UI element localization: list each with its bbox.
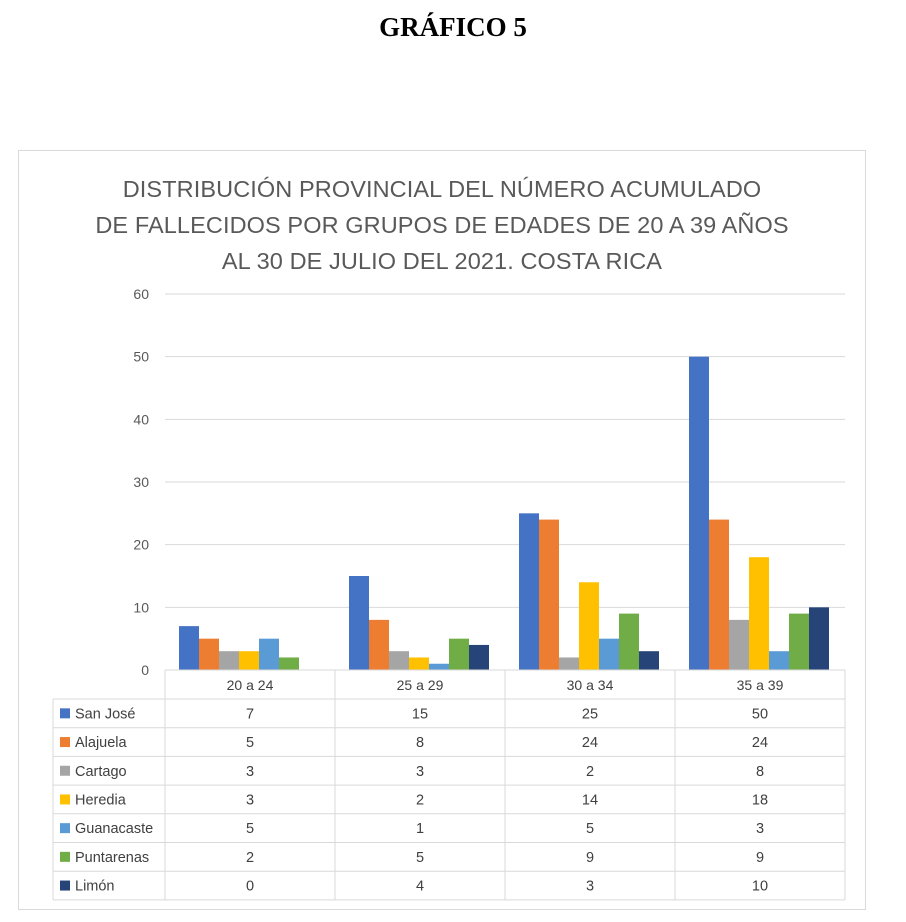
data-label-6-0: 0 bbox=[245, 878, 255, 895]
data-label-1-0: 5 bbox=[245, 735, 255, 752]
data-label-3-0: 3 bbox=[245, 792, 255, 809]
bar-2-6 bbox=[639, 651, 659, 670]
data-label-0-0: 7 bbox=[245, 706, 255, 723]
bar-0-5 bbox=[279, 657, 299, 670]
data-label-4-0: 5 bbox=[245, 821, 255, 838]
data-label-0-1: 15 bbox=[411, 706, 429, 723]
chart-title-line-1: DISTRIBUCIÓN PROVINCIAL DEL NÚMERO ACUMULADO bbox=[122, 176, 762, 202]
bar-1-6 bbox=[469, 645, 489, 670]
data-label-2-2: 2 bbox=[585, 763, 595, 780]
data-label-6-2: 3 bbox=[585, 878, 595, 895]
data-label-1-2: 24 bbox=[581, 735, 599, 752]
legend-key-3 bbox=[60, 794, 70, 804]
bar-2-3 bbox=[579, 582, 599, 670]
legend-entry-0: San José bbox=[75, 706, 136, 723]
data-label-1-3: 24 bbox=[751, 735, 769, 752]
chart-frame bbox=[18, 150, 866, 910]
data-label-2-1: 3 bbox=[415, 763, 425, 780]
data-label-4-3: 3 bbox=[755, 821, 765, 838]
category-label-0: 20 a 24 bbox=[226, 677, 274, 693]
data-label-2-3: 8 bbox=[755, 763, 765, 780]
data-label-6-3: 10 bbox=[751, 878, 769, 895]
category-label-3: 35 a 39 bbox=[736, 677, 784, 693]
bar-3-4 bbox=[769, 651, 789, 670]
data-label-5-3: 9 bbox=[755, 849, 765, 866]
bar-0-3 bbox=[239, 651, 259, 670]
bar-2-1 bbox=[539, 520, 559, 670]
legend-key-4 bbox=[60, 823, 70, 833]
data-label-1-1: 8 bbox=[415, 735, 425, 752]
chart-title-line-3: AL 30 DE JULIO DEL 2021. COSTA RICA bbox=[221, 248, 663, 274]
legend-entry-2: Cartago bbox=[75, 763, 127, 780]
data-label-5-1: 5 bbox=[415, 849, 425, 866]
bar-2-4 bbox=[599, 639, 619, 670]
bar-1-2 bbox=[389, 651, 409, 670]
bar-0-0 bbox=[179, 626, 199, 670]
category-label-2: 30 a 34 bbox=[566, 677, 614, 693]
bar-3-3 bbox=[749, 557, 769, 670]
data-label-6-1: 4 bbox=[415, 878, 425, 895]
y-tick-label-0: 0 bbox=[141, 662, 149, 678]
bar-1-3 bbox=[409, 657, 429, 670]
data-label-0-3: 50 bbox=[751, 706, 769, 723]
bar-0-1 bbox=[199, 639, 219, 670]
bar-chart bbox=[19, 151, 865, 909]
data-label-4-2: 5 bbox=[585, 821, 595, 838]
page-heading: GRÁFICO 5 bbox=[379, 12, 527, 42]
data-label-2-0: 3 bbox=[245, 763, 255, 780]
bar-2-2 bbox=[559, 657, 579, 670]
data-label-3-3: 18 bbox=[751, 792, 769, 809]
data-label-3-1: 2 bbox=[415, 792, 425, 809]
y-tick-label-5: 50 bbox=[133, 348, 149, 365]
data-label-5-0: 2 bbox=[245, 849, 255, 866]
y-tick-label-2: 20 bbox=[133, 536, 149, 553]
bar-3-2 bbox=[729, 620, 749, 670]
legend-key-6 bbox=[60, 881, 70, 891]
y-tick-label-1: 10 bbox=[133, 599, 149, 616]
chart-title-line-2: DE FALLECIDOS POR GRUPOS DE EDADES DE 20 A 39 AÑOS bbox=[95, 212, 789, 238]
bar-3-5 bbox=[789, 614, 809, 670]
bar-3-6 bbox=[809, 607, 829, 670]
bar-0-2 bbox=[219, 651, 239, 670]
bar-3-0 bbox=[689, 357, 709, 670]
legend-entry-6: Limón bbox=[75, 878, 115, 895]
legend-key-5 bbox=[60, 852, 70, 862]
bar-0-4 bbox=[259, 639, 279, 670]
y-tick-label-3: 30 bbox=[133, 474, 149, 490]
y-tick-label-6: 60 bbox=[133, 286, 149, 302]
data-label-3-2: 14 bbox=[581, 792, 599, 809]
legend-entry-4: Guanacaste bbox=[75, 821, 154, 838]
legend-entry-1: Alajuela bbox=[75, 735, 127, 752]
legend-key-0 bbox=[60, 708, 70, 718]
bar-1-4 bbox=[429, 664, 449, 670]
data-label-5-2: 9 bbox=[585, 849, 595, 866]
legend-entry-3: Heredia bbox=[75, 792, 126, 809]
bar-2-5 bbox=[619, 614, 639, 670]
legend-key-1 bbox=[60, 737, 70, 747]
bar-1-1 bbox=[369, 620, 389, 670]
bar-1-5 bbox=[449, 639, 469, 670]
data-label-0-2: 25 bbox=[581, 706, 599, 723]
category-label-1: 25 a 29 bbox=[396, 677, 444, 693]
legend-entry-5: Puntarenas bbox=[75, 849, 150, 866]
y-tick-label-4: 40 bbox=[133, 411, 149, 428]
data-label-4-1: 1 bbox=[415, 821, 425, 838]
bar-3-1 bbox=[709, 520, 729, 670]
bar-2-0 bbox=[519, 513, 539, 670]
bar-1-0 bbox=[349, 576, 369, 670]
legend-key-2 bbox=[60, 766, 70, 776]
